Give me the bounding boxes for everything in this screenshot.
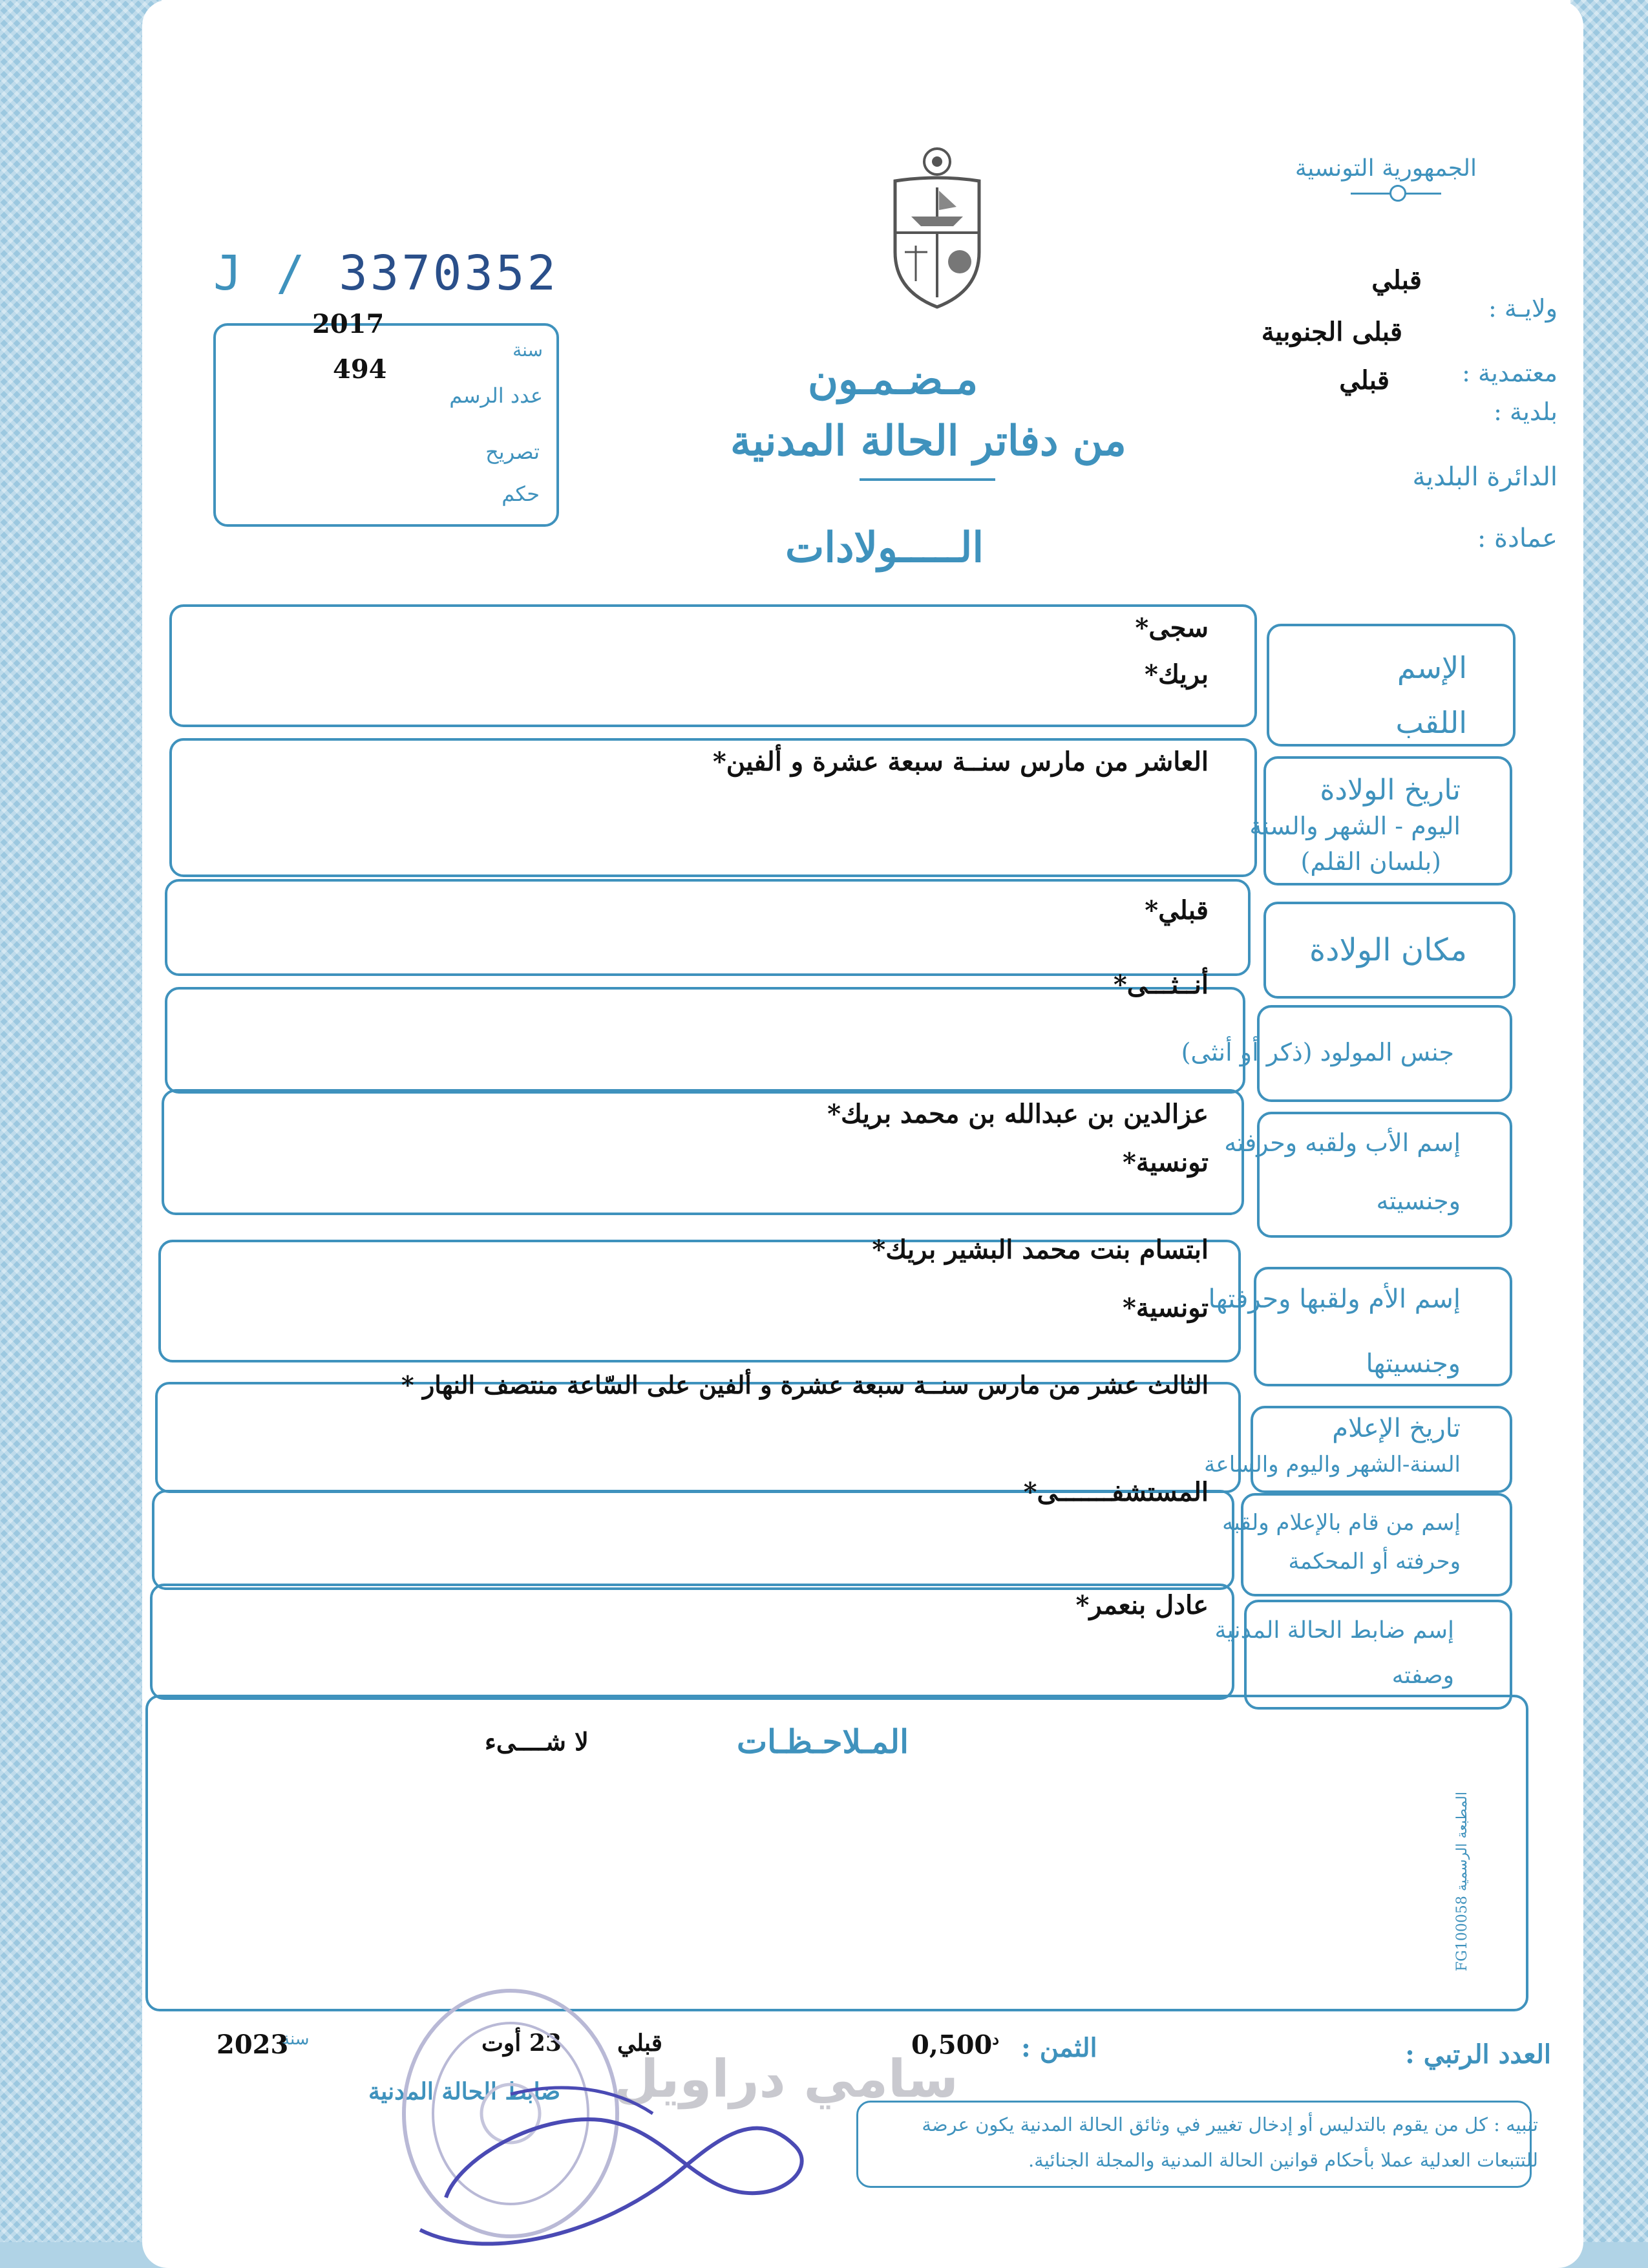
- signature-icon: [407, 2068, 827, 2262]
- serial-number: [213, 246, 558, 301]
- field-declaration-sublabel: السنة-الشهر واليوم والساعة: [1204, 1452, 1461, 1478]
- serial-value: 3370352: [339, 246, 559, 301]
- field-declaration-label: تاريخ الإعلام: [1332, 1414, 1461, 1443]
- coat-of-arms-icon: [882, 142, 992, 310]
- field-birthdate-sublabel: اليوم - الشهر والسنة: [1249, 812, 1461, 840]
- municipality-value: قبلي: [1339, 365, 1389, 396]
- field-sex-value: أنــثـــى*: [1113, 970, 1209, 1000]
- field-sex-label: جنس المولود (ذكر أو أنثى): [1181, 1038, 1454, 1066]
- footer-year-label: سنة: [281, 2030, 310, 2049]
- footer-serial-label: العدد الرتبي :: [1405, 2039, 1551, 2070]
- wilaya-value: قبلي: [1371, 265, 1422, 295]
- field-surname-value: بريك*: [1145, 659, 1209, 690]
- field-father-label: إسم الأب ولقبه وحرفته: [1224, 1129, 1461, 1157]
- omda-label: عمادة :: [1477, 524, 1558, 553]
- delegation-label: معتمدية :: [1462, 359, 1558, 387]
- title-line1: مـضـمـون: [808, 355, 978, 404]
- municipality-label: بلدية :: [1494, 397, 1558, 426]
- field-mother-nationality: تونسية*: [1122, 1293, 1209, 1323]
- title-underline: [860, 478, 995, 481]
- footer-place: قبلي: [617, 2030, 662, 2057]
- footer-price-label: الثمن :: [1021, 2033, 1097, 2063]
- warning-line2: للتتبعات العدلية عملا بأحكام قوانين الحالة المدنية والمجلة الجنائية.: [1028, 2149, 1538, 2171]
- year-value: 2017: [312, 309, 385, 339]
- year-label: سنة: [512, 339, 543, 361]
- field-declarant-label: إسم من قام بالإعلام ولقبه: [1222, 1510, 1461, 1536]
- district-label: الدائرة البلدية: [1412, 462, 1558, 492]
- footer-officer-title: ضابط الحالة المدنية: [368, 2078, 561, 2105]
- field-birthplace-label: مكان الولادة: [1309, 932, 1467, 968]
- field-father-nationality: تونسية*: [1122, 1147, 1209, 1178]
- remarks-label: المـلاحـظـات: [737, 1722, 909, 1761]
- title-line2: من دفاتر الحالة المدنية: [730, 417, 1126, 465]
- field-officer-value: عادل بنعمر*: [1075, 1590, 1209, 1620]
- field-officer-value-box: [150, 1584, 1234, 1700]
- field-birthdate-label: تاريخ الولادة: [1320, 774, 1461, 807]
- field-surname-label: اللقب: [1395, 705, 1467, 740]
- field-mother-value: ابتسام بنت محمد البشير بريك*: [872, 1235, 1209, 1265]
- number-label: عدد الرسم: [449, 383, 543, 408]
- ornament-icon: [1389, 185, 1406, 202]
- warning-line1: تنبيه : كل من يقوم بالتدليس أو إدخال تغيير في وثائق الحالة المدنية يكون عرضة: [922, 2114, 1538, 2136]
- wilaya-label: ولايـة :: [1488, 294, 1558, 323]
- delegation-value: قبلى الجنوبية: [1261, 317, 1402, 347]
- field-name-value-box: [169, 604, 1257, 727]
- field-declaration-value: الثالث عشر من مارس سنــة سبعة عشرة و ألفين على السّاعة منتصف النهار *: [401, 1370, 1209, 1399]
- title-line3: الـــــولادات: [785, 524, 984, 572]
- field-father-value: عزالدين بن عبدالله بن محمد بريك*: [827, 1099, 1209, 1129]
- field-sex-value-box: [165, 987, 1245, 1094]
- field-declarant-value: المستشفـــــــى*: [1023, 1477, 1209, 1507]
- number-value: 494: [333, 354, 387, 385]
- field-name-label-box: [1267, 624, 1516, 747]
- field-mother-sublabel: وجنسيتها: [1366, 1349, 1461, 1379]
- judgment-label: حكم: [502, 482, 540, 506]
- footer-price-unit: د: [992, 2030, 999, 2048]
- field-name-value: سجى*: [1135, 613, 1209, 643]
- field-declarant-label-box: [1241, 1493, 1512, 1596]
- footer-price-value: 0,500: [911, 2030, 993, 2061]
- left-border-band: [0, 0, 162, 2268]
- field-birthplace-value-box: [165, 879, 1251, 976]
- footer-year-value: 2023: [217, 2030, 289, 2060]
- serial-prefix: J /: [213, 246, 308, 301]
- field-name-label: الإسم: [1397, 650, 1467, 685]
- field-officer-sublabel: وصفته: [1391, 1662, 1454, 1689]
- stamp-officer-name: سامي دراويل: [614, 2049, 958, 2109]
- field-mother-label: إسم الأم ولقبها وحرفتها: [1208, 1284, 1461, 1314]
- field-officer-label: إسم ضابط الحالة المدنية: [1214, 1617, 1454, 1644]
- field-birthdate-value: العاشر من مارس سنــة سبعة عشرة و ألفين*: [712, 747, 1209, 777]
- remarks-value: لا شــــىء: [485, 1727, 589, 1756]
- field-birthplace-value: قبلي*: [1145, 895, 1209, 926]
- republic-heading: الجمهورية التونسية: [1294, 155, 1477, 182]
- declaration-label: تصريح: [485, 440, 540, 464]
- field-birthdate-note: (بلسان القلم): [1300, 847, 1441, 876]
- printer-mark: المطبعة الرسمية FG100058: [1454, 1792, 1470, 1971]
- footer-day-month: 23 أوت: [481, 2030, 562, 2057]
- field-father-sublabel: وجنسيته: [1376, 1187, 1461, 1215]
- field-declarant-sublabel: وحرفته أو المحكمة: [1288, 1549, 1461, 1574]
